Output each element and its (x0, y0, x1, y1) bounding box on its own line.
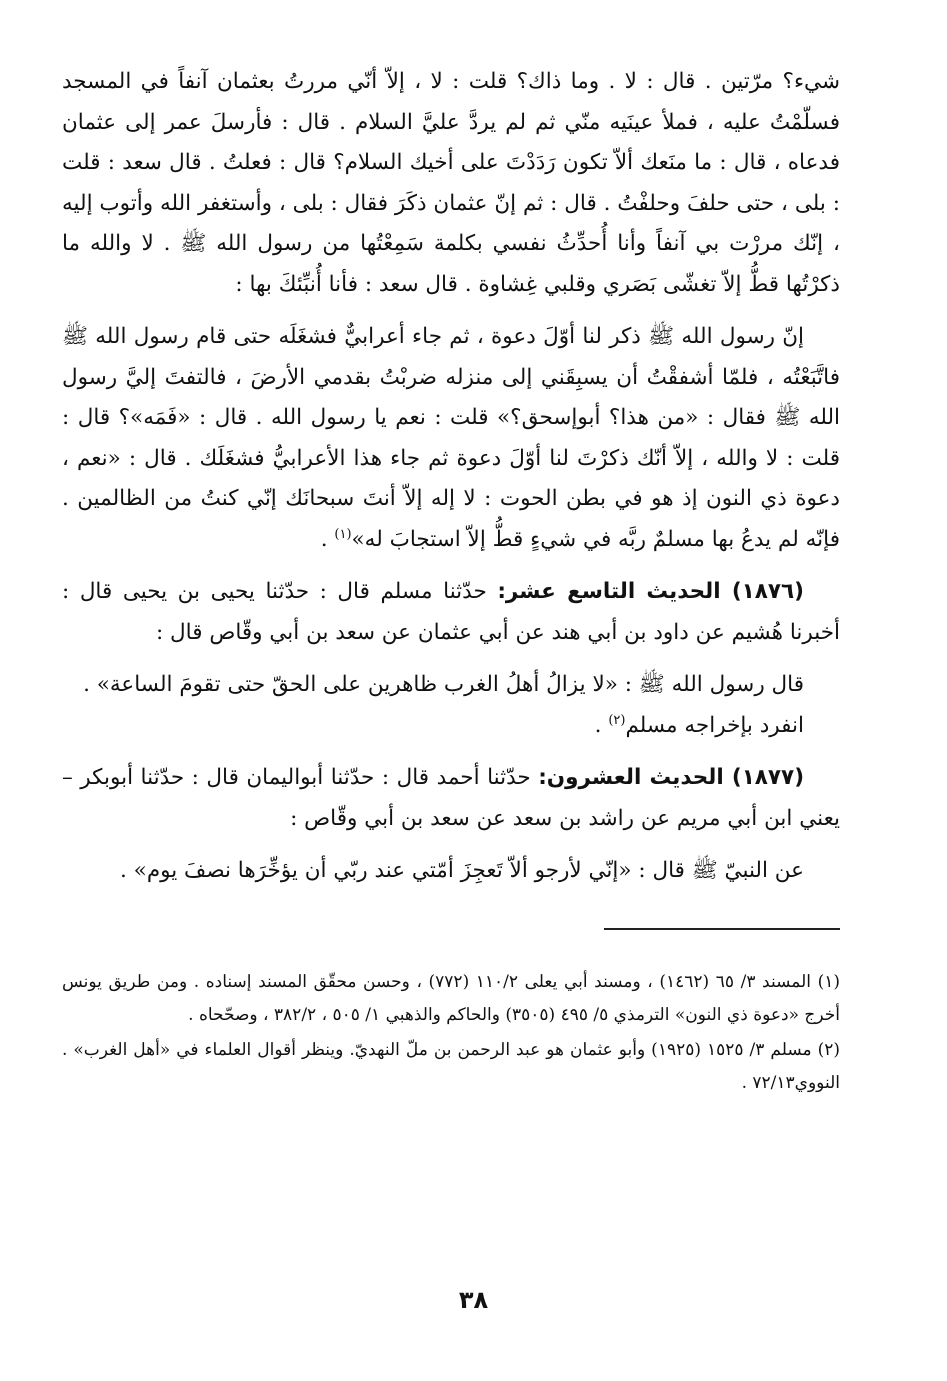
hadith-20-isnad (62, 758, 840, 839)
paragraph-1: شيء؟ مرّتين . قال : لا . وما ذاك؟ قلت : لا ، إلاّ أنّي مررتُ بعثمان آنفاً في المسجد فسلّمْتُ عليه ، فملأ عينَيه منّي ثم لم يردَّ عليَّ السلام . قال : فأرسلَ عمر إلى عثمان فدعاه ، قال : ما منَعك ألاّ تكون رَدَدْتَ على أخيك السلام؟ قال : فعلتُ . قال سعد : قلت : بلى ، حتى حلفَ وحلفْتُ . قال : ثم إنّ عثمان ذكَرَ فقال : بلى ، وأستغفر الله وأتوب إليه ، إنّك مررْت بي آنفاً وأنا أُحدِّثُ نفسي بكلمة سَمِعْتُها من رسول الله ﷺ . لا والله ما ذكرْتُها قطُّ إلاّ تغشّى بَصَري وقلبي غِشاوة . قال سعد : فأنا أُنبِّئكَ بها : (62, 69, 840, 297)
hadith-19-matn: قال رسول الله ﷺ : «لا يزالُ أهلُ الغرب ظاهرين على الحقّ حتى تقومَ الساعة» . (83, 672, 804, 697)
hadith-20-chain: حدّثنا أحمد قال : حدّثنا أبواليمان قال : حدّثنا أبوبكر – يعني ابن أبي مريم عن راشد بن سعد عن سعد بن أبي وقّاص : (62, 765, 840, 831)
footnote-1: (١) المسند ٣/ ٦٥ (١٤٦٢) ، ومسند أبي يعلى ١١٠/٢ (٧٧٢) ، وحسن محقّق المسند إسناده . ومن طريق يونس أخرج «دعوة ذي النون» الترمذي ٥/ ٤٩٥ (٣٥٠٥) والحاكم والذهبي ١/ ٥٠٥ ، ٣٨٢/٢ ، وصحّحاه . (62, 971, 840, 1025)
hadith-20-heading: (١٨٧٧) الحديث العشرون: (538, 765, 805, 790)
paragraph-2-text: إنّ رسول الله ﷺ ذكر لنا أوّلَ دعوة ، ثم جاء أعرابيٌّ فشغَلَه حتى قام رسول الله ﷺ فاتَّبَعْتُه ، فلمّا أشفقْتُ أن يسبِقَني إلى منزله ضربْتُ بقدمي الأرضَ ، فالتفتَ إليَّ رسول الله ﷺ فقال : «من هذا؟ أبوإسحق؟» قلت : نعم يا رسول الله . قال : «فَمَه»؟ قال : قلت : لا والله ، إلاّ أنّك ذكرْتَ لنا أوّلَ دعوة ثم جاء هذا الأعرابيُّ فشغَلَك . قال : «نعم ، دعوة ذي النون إذ هو في بطن الحوت : لا إله إلاّ أنتَ سبحانَك إنّي كنتُ من الظالمين . فإنّه لم يدعُ بها مسلمٌ ربَّه في شيءٍ قطُّ إلاّ استجابَ له» (62, 324, 840, 552)
hadith-19-note-end: . (594, 712, 609, 738)
hadith-19-note-text: انفرد بإخراجه مسلم (625, 712, 804, 738)
page-number: ٣٨ (458, 1286, 489, 1314)
hadith-19-heading: (١٨٧٦) الحديث التاسع عشر: (497, 579, 804, 604)
hadith-19-note (62, 706, 840, 747)
page-body (62, 62, 840, 1100)
footnote-ref-2[interactable]: (٢) (608, 712, 626, 728)
footnotes (62, 966, 840, 1100)
hadith-20-matn: عن النبيّ ﷺ قال : «إنّي لأرجو ألاّ تَعجِزَ أمّتي عند ربّي أن يؤخِّرَها نصفَ يوم» . (120, 858, 804, 883)
paragraph-2-end: . (320, 526, 335, 552)
footnote-ref-1[interactable]: (١) (334, 526, 352, 542)
footnote-divider (604, 928, 840, 930)
hadith-19-isnad (62, 572, 840, 653)
footnote-2: (٢) مسلم ٣/ ١٥٢٥ (١٩٢٥) وأبو عثمان هو عبد الرحمن بن ملّ النهديّ. وينظر أقوال العلماء في «أهل الغرب» . النووي٧٢/١٣ . (62, 1039, 841, 1093)
hadith-19-chain: حدّثنا مسلم قال : حدّثنا يحيى بن يحيى قال : أخبرنا هُشيم عن داود بن أبي هند عن أبي عثمان عن سعد بن أبي وقّاص قال : (62, 579, 840, 645)
paragraph-2 (62, 317, 840, 560)
